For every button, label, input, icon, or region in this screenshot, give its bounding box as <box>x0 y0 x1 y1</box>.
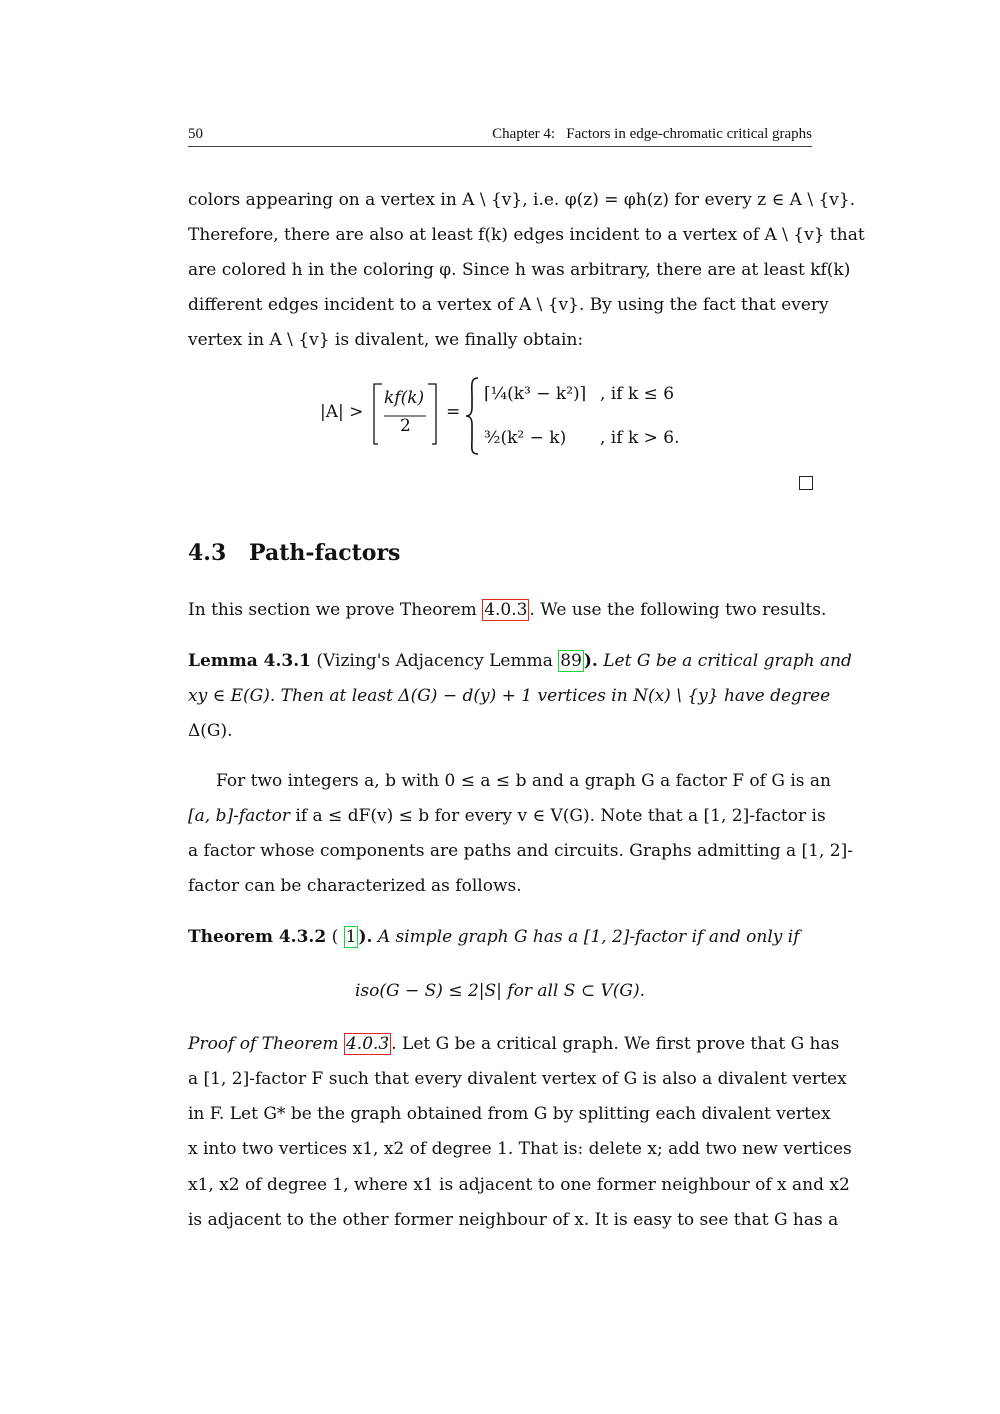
cases-brace <box>464 376 482 456</box>
section-heading <box>188 540 400 566</box>
section-title: Path-factors <box>249 540 401 566</box>
proof-label: Proof of Theorem <box>188 1034 344 1054</box>
running-title: Chapter 4: Factors in edge-chromatic critical graphs <box>492 126 812 142</box>
theorem-ref-link[interactable]: 4.0.3 <box>484 600 528 620</box>
lemma-line3: Δ(G). <box>188 721 233 741</box>
theorem-paren-after: ). <box>358 927 373 947</box>
para2-line2-rest: if a ≤ dF(v) ≤ b for every v ∈ V(G). Note that a [1, 2]-factor is <box>289 806 826 826</box>
case1-condition: , if k ≤ 6 <box>600 384 675 404</box>
eq-lhs: |A| > <box>320 402 364 422</box>
para2-line4: factor can be characterized as follows. <box>188 876 522 896</box>
qed-square <box>799 476 813 490</box>
intro-text-after: . We use the following two results. <box>529 600 827 620</box>
theorem-paren-before: ( <box>331 927 344 947</box>
lemma-line2: xy ∈ E(G). Then at least Δ(G) − d(y) + 1 vertices in N(x) \ {y} have degree <box>188 686 831 706</box>
display-equation <box>320 370 720 460</box>
proof-line1 <box>188 1034 840 1054</box>
lemma-paren-before: (Vizing's Adjacency Lemma <box>316 651 559 671</box>
lemma-paren-after: ). <box>583 651 598 671</box>
section-number: 4.3 <box>188 540 227 566</box>
para1-line4: different edges incident to a vertex of A \ {v}. By using the fact that every <box>188 295 829 315</box>
proof-line2: a [1, 2]-factor F such that every divalent vertex of G is also a divalent vertex <box>188 1069 847 1089</box>
citation-1-link[interactable]: 1 <box>345 927 357 947</box>
lemma-statement-start: Let G be a critical graph and <box>603 651 852 671</box>
frac-denominator: 2 <box>400 416 411 436</box>
para1-line3: are colored h in the coloring φ. Since h was arbitrary, there are at least kf(k) <box>188 260 851 280</box>
proof-line1-rest: . Let G be a critical graph. We first prove that G has <box>391 1034 840 1054</box>
para2-line3: a factor whose components are paths and circuits. Graphs admitting a [1, 2]- <box>188 841 853 861</box>
frac-numerator: kf(k) <box>384 388 425 408</box>
proof-line6: is adjacent to the other former neighbour of x. It is easy to see that G has a <box>188 1210 839 1230</box>
case2-condition: , if k > 6. <box>600 428 680 448</box>
proof-line5: x1, x2 of degree 1, where x1 is adjacent to one former neighbour of x and x2 <box>188 1175 850 1195</box>
para1-line1: colors appearing on a vertex in A \ {v}, i.e. φ(z) = φh(z) for every z ∈ A \ {v}. <box>188 190 856 210</box>
eq-equals: = <box>446 402 461 422</box>
running-header <box>188 126 812 147</box>
theorem-line <box>188 927 812 947</box>
ab-factor-term: [a, b]-factor <box>188 806 290 826</box>
para2-line1: For two integers a, b with 0 ≤ a ≤ b and a graph G a factor F of G is an <box>216 771 831 791</box>
para2-line2 <box>188 806 826 826</box>
lemma-label: Lemma 4.3.1 <box>188 651 312 671</box>
proof-line4: x into two vertices x1, x2 of degree 1. That is: delete x; add two new vertices <box>188 1139 852 1159</box>
para1-line2: Therefore, there are also at least f(k) edges incident to a vertex of A \ {v} that <box>188 225 865 245</box>
theorem-display: iso(G − S) ≤ 2|S| for all S ⊂ V(G). <box>354 981 645 1001</box>
lemma-line1 <box>188 651 852 671</box>
proof-theorem-ref-link[interactable]: 4.0.3 <box>345 1034 390 1054</box>
theorem-label: Theorem 4.3.2 <box>188 927 327 947</box>
intro-line <box>188 600 827 620</box>
para1-line5: vertex in A \ {v} is divalent, we finally obtain: <box>188 330 584 350</box>
page-number: 50 <box>188 126 203 142</box>
proof-line3: in F. Let G* be the graph obtained from G by splitting each divalent vertex <box>188 1104 831 1124</box>
case1-expr: ⌈¼(k³ − k²)⌉ <box>484 384 587 404</box>
case2-expr: ³⁄₂(k² − k) <box>484 428 567 448</box>
theorem-statement: A simple graph G has a [1, 2]-factor if and only if <box>377 927 800 947</box>
intro-text-before: In this section we prove Theorem <box>188 600 483 620</box>
citation-89-link[interactable]: 89 <box>560 651 582 671</box>
